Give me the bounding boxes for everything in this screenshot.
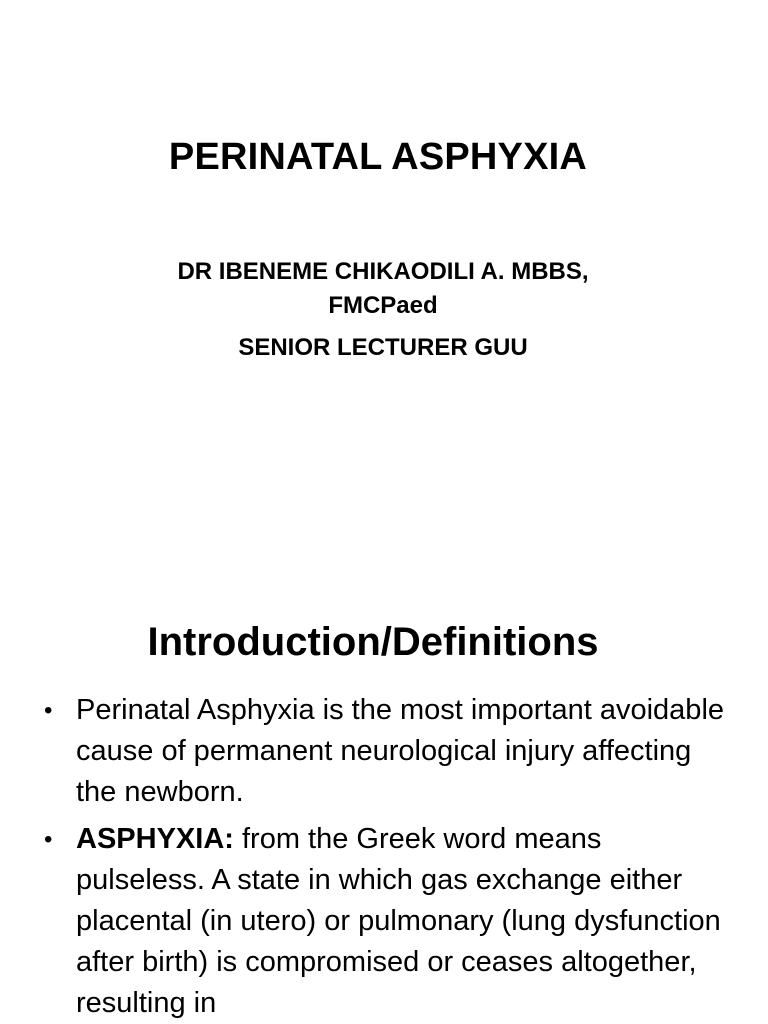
introduction-slide [0,576,768,1024]
position-line: SENIOR LECTURER GUU [238,334,528,361]
bullet-item [40,690,730,813]
bullet-text: Perinatal Asphyxia is the most important avoidable cause of permanent neurological injury affecting the newborn. [76,694,725,808]
author-block [150,255,616,365]
author-line: DR IBENEME CHIKAODILI A. MBBS, FMCPaed [177,258,589,319]
slide-title: Introduction/Definitions [147,620,599,664]
bullet-list [40,690,730,1024]
bullet-term: ASPHYXIA: [76,823,234,855]
bullet-item [40,819,730,1024]
bullet-text: from the Greek word means pulseless. A state in which gas exchange either placental (in utero) or pulmonary (lung dysfunction after birth) is compromised or ceases altogether, resulting in [76,823,721,1019]
bullet-icon: • [44,697,53,724]
presentation-title: PERINATAL ASPHYXIA [168,136,588,178]
bullet-icon: • [44,826,53,853]
